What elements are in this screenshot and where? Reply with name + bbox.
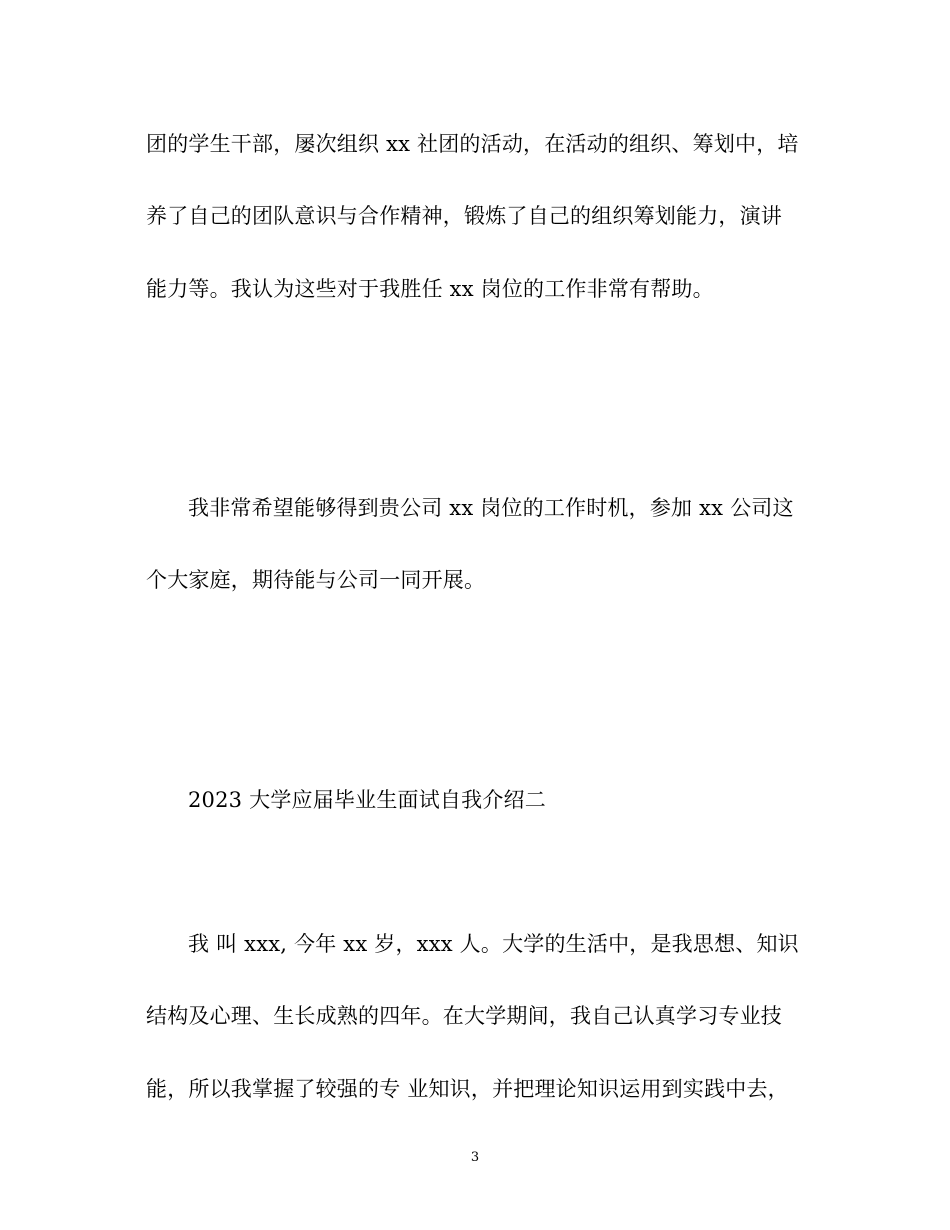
paragraph-2-line-2: 个大家庭，期待能与公司一同开展。 [146,568,486,592]
paragraph-1-line-2: 养了自己的团队意识与合作精神，锻炼了自己的组织筹划能力，演讲 [146,204,782,228]
paragraph-1-line-3: 能力等。我认为这些对于我胜任 xx 岗位的工作非常有帮助。 [146,277,714,301]
paragraph-4-line-3: 能，所以我掌握了较强的专 业知识，并把理论知识运用到实践中去， [146,1077,789,1101]
paragraph-4-line-2: 结构及心理、生长成熟的四年。在大学期间，我自己认真学习专业技 [146,1004,782,1028]
paragraph-2-line-1: 我非常希望能够得到贵公司 xx 岗位的工作时机，参加 xx 公司这 [188,496,794,520]
paragraph-4-line-1: 我 叫 xxx, 今年 xx 岁，xxx 人。大学的生活中，是我思想、知识 [188,932,799,956]
section-heading: 2023 大学应届毕业生面试自我介绍二 [188,788,546,812]
page-number: 3 [470,1150,480,1165]
paragraph-1-line-1: 团的学生干部，屡次组织 xx 社团的活动，在活动的组织、筹划中，培 [146,132,799,156]
